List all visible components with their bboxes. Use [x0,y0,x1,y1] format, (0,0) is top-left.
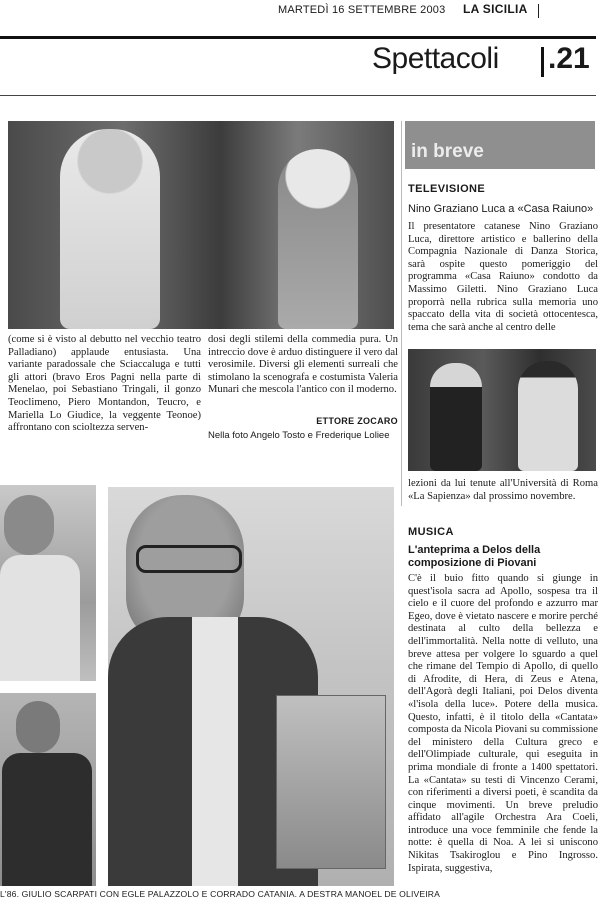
actress-figure [278,149,358,329]
section-title: Spettacoli [372,42,499,75]
tv-text-continued: lezioni da lui tenute all'Università di Roma «La Sapienza» dal prossimo novembre. [408,478,598,502]
stage-photo [8,121,394,329]
dancer-woman-figure [518,361,578,471]
in-breve-header [405,121,595,169]
tv-headline: Nino Graziano Luca a «Casa Raiuno» [408,203,594,215]
portrait-photo-2 [0,693,96,886]
bottom-photo-caption: L'86. GIULIO SCARPATI CON EGLE PALAZZOLO E CORRADO CATANIA. A DESTRA MANOEL DE OLIVEIRA [0,889,441,899]
award-trophy [276,695,386,869]
actor-figure [60,129,160,329]
dancers-photo [408,349,596,471]
portrait-photo-1 [0,485,96,681]
page-number-divider [541,47,544,77]
article-byline: ETTORE ZOCARO [316,416,398,426]
tv-text: Il presentatore catanese Nino Graziano Luca, direttore artistico e ballerino della Compagnia Nazionale di Danza Storica, sarà ospite questo pomeriggio del programma «Casa Raiuno» condotto da Massimo Giletti. Nino Graziano Luca proporrà nella rubrica sulla memoria uno spaccato della vita di società ottocentesca, tema che sarà anche al centro delle [408,221,598,333]
in-breve-label: in breve [411,141,484,162]
article-column-2: dosi degli stilemi della commedia pura. Un intreccio dove è arduo distinguere il vero dal verosimile. Diversi gli elementi surreali che stimolano la scenografa e costumista Valeria Munari che mescola l'antico con il moderno. [208,334,398,396]
portrait-head [4,495,54,555]
newspaper-name: LA SICILIA [463,2,528,16]
music-headline: L'anteprima a Delos della composizione di Piovani [408,544,541,569]
portrait-head [16,701,60,753]
portrait-body [2,753,92,886]
glasses-shape [136,545,242,573]
issue-date: MARTEDÌ 16 SETTEMBRE 2003 [278,4,446,16]
tv-section-label: TELEVISIONE [408,183,486,195]
header-rule [0,36,596,39]
music-text: C'è il buio fitto quando si giunge in quest'isola sacra ad Apollo, sospesa tra il cielo e il cuore del profondo e azzurro mar Egeo, dove è vietato nascere e morire perché destinata al culto della bellezza e dell'immortalità. Nella notte di velluto, una breve attesa per volgere lo sguardo a quel che rimane del Tempio di Apollo, di quello di Afrodite, di Hera, di Zeus e Atena, dell'Agorà degli Italiani, poi Delos diventa «l'isola della luce». Potere della musica. Questo, infatti, è il titolo della «Cantata» composta da Nicola Piovani su commissione del ministero della Cultura greco e dell'Olimpiade culturale, qui eseguita in prima mondiale di fronte a 1400 spettatori. La «Cantata» su testi di Vincenzo Cerami, con riferimenti a diversi poeti, è scandita da cinque movimenti. Un breve preludio affidato all'agile Orchestra Ara Coeli, introduce una voce femminile che fende la notte: è quella di Noa. A lei si uniscono Nikitas Tsakiroglou e Pino Ingrosso. Ispirata, suggestiva, [408,573,598,874]
dancer-man-figure [430,363,482,471]
article-column-1: (come si è visto al debutto nel vecchio teatro Palladiano) applaude entusiasta. Una variante paradossale che Sciaccaluga e tutti gli attori (bravo Eros Pagni nella parte di Menelao, poi Sebastiano Tringali, il gonzo Teoclimeno, Piero Montandon, Teucro, e Mariella Lo Giudice, la veggente Teonoe) affrontano con scioltezza serven- [8,334,201,434]
portrait-body [0,555,80,681]
column-rule [401,121,402,506]
music-section-label: MUSICA [408,526,454,538]
oliveira-photo [108,487,394,886]
page-number: .21 [548,42,590,75]
stage-photo-caption: Nella foto Angelo Tosto e Frederique Loliee [208,430,390,441]
masthead-divider [538,4,539,18]
section-rule [0,95,596,96]
